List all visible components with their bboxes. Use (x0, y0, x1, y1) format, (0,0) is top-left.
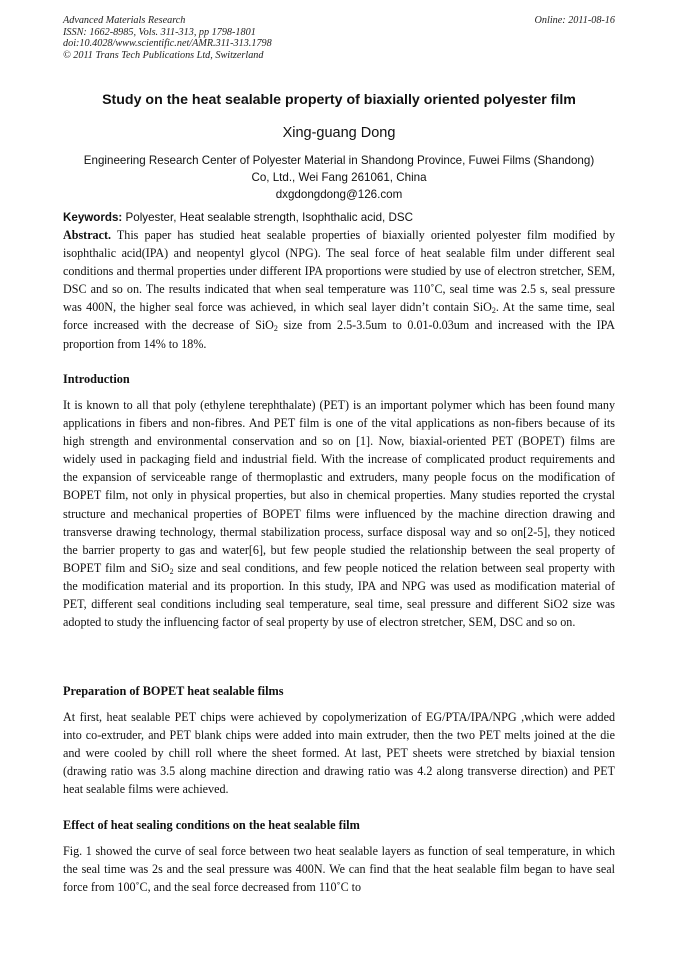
affiliation-line-2: Co, Ltd., Wei Fang 261061, China (251, 171, 427, 184)
abstract-text-2: . At the same time, seal force increased with the decrease of SiO (63, 300, 615, 333)
effect-paragraph: Fig. 1 showed the curve of seal force between two heat sealable layers as function of seal temperature, in which the seal time was 2s and the seal pressure was 400N. We can find that the heat sealable film began to have seal force from 100˚C, and the seal force decreased from 110˚C to (63, 844, 615, 895)
introduction-subscript-1: 2 (169, 566, 174, 576)
author-email: dxgdongdong@126.com (275, 188, 403, 201)
journal-header (63, 15, 615, 61)
author-name: Xing-guang Dong (282, 125, 396, 141)
paper-title: Study on the heat sealable property of biaxially oriented polyester film (102, 92, 576, 108)
keywords-text: Polyester, Heat sealable strength, Isophthalic acid, DSC (125, 211, 413, 224)
abstract-label: Abstract. (63, 228, 112, 242)
affiliation-line-1: Engineering Research Center of Polyester Material in Shandong Province, Fuwei Films (Shandong) (83, 154, 595, 167)
effect-heading: Effect of heat sealing conditions on the heat sealable film (63, 818, 360, 832)
introduction-text-2: size and seal conditions, and few people noticed the relation between seal property with the modification material and its proportion. In this study, IPA and NPG was used as modification material of PET, different seal conditions including seal temperature, seal time, seal pressure and different SiO2 size was adopted to study the influencing factor of seal property by use of electron stretcher, SEM, DSC and so on. (63, 560, 615, 630)
abstract (63, 226, 615, 353)
keywords-label: Keywords: (63, 211, 123, 224)
keywords (63, 210, 615, 226)
abstract-text-1: This paper has studied heat sealable properties of biaxially oriented polyester film modified by isophthalic acid(IPA) and neopentyl glycol (NPG). The seal force of heat sealable film under different seal conditions and thermal properties under different IPA proportions were studied by use of electron stretcher, SEM, DSC and so on. The results indicated that when seal temperature was 110˚C, seal time was 2.5 s, seal pressure was 400N, the higher seal force was achieved, in which seal layer didn’t contain SiO (63, 228, 615, 315)
affiliation (60, 152, 618, 203)
abstract-subscript-2: 2 (273, 324, 278, 334)
journal-name: Advanced Materials Research (63, 15, 186, 26)
preparation-paragraph: At first, heat sealable PET chips were achieved by copolymerization of EG/PTA/IPA/NPG ,which were added into co-extruder, and PET blank chips were added into main extruder, then the two PET melts joined at the die and were cooled by chill roll where the sheet formed. At last, PET sheets were stretched by biaxial tension (drawing ratio was 3.5 along machine direction and drawing ratio was 4.2 along transverse direction) and PET heat sealable films were achieved. (63, 710, 615, 797)
introduction-heading: Introduction (63, 372, 130, 386)
introduction-paragraph (63, 396, 615, 631)
abstract-text-3: size from 2.5-3.5um to 0.01-0.03um and increased with the IPA proportion from 14% to 18%. (63, 318, 615, 351)
preparation-heading: Preparation of BOPET heat sealable films (63, 684, 284, 698)
copyright-line: © 2011 Trans Tech Publications Ltd, Switzerland (63, 49, 264, 61)
introduction-text-1: It is known to all that poly (ethylene terephthalate) (PET) is an important polymer which has been found many applications in fibers and non-fibres. And PET film is one of the vital applications as non-fibers because of its high strength and environmental conservation and so on [1]. Now, biaxial-oriented PET (BOPET) films are widely used in packaging field and industrial field. With the increase of complicated product requirements and the expansion of serviceable range of thermoplastic and extruders, many people focus on the modification of BOPET film, not only in physical properties, but also in chemical properties. Many studies reported the crystal structure and mechanical properties of BOPET films were influenced by the machine direction drawing and transverse drawing technology, thermal stabilization process, surface disposal way and so on[2-5], they noticed the barrier property to gas and water[6], but few people studied the relationship between the seal property of BOPET film and SiO (63, 398, 615, 575)
doi-line: doi:10.4028/www.scientific.net/AMR.311-313.1798 (63, 38, 272, 49)
online-date: Online: 2011-08-16 (534, 15, 615, 26)
abstract-subscript-1: 2 (491, 306, 496, 316)
issn-line: ISSN: 1662-8985, Vols. 311-313, pp 1798-1801 (63, 26, 256, 38)
